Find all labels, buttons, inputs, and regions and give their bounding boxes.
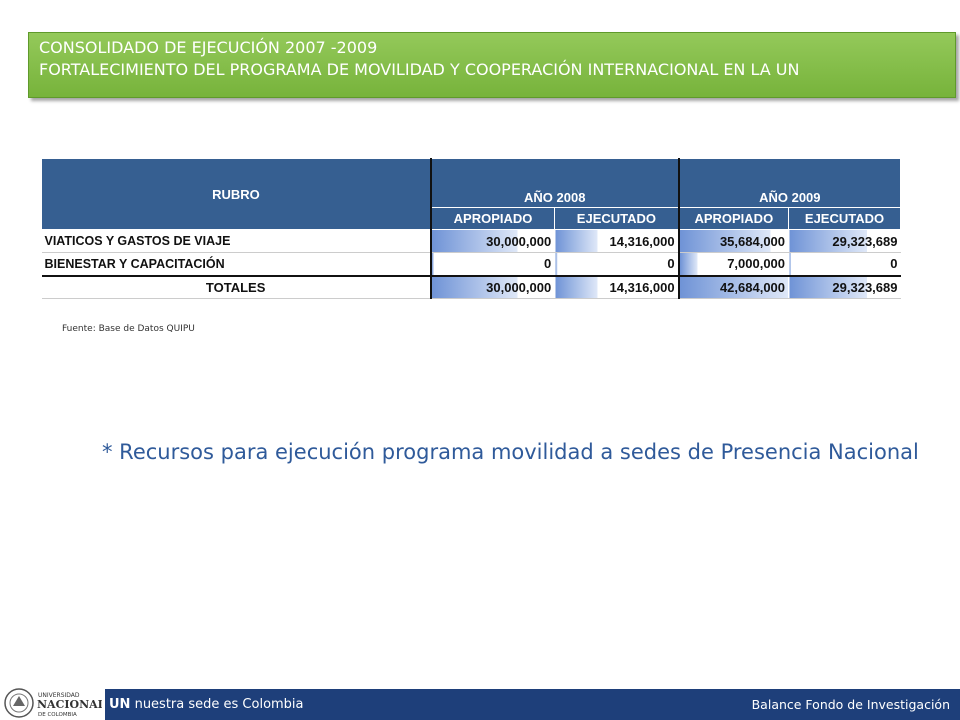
cell-apropiado-2008: 30,000,000: [431, 230, 555, 253]
cell-ejecutado-2008: 14,316,000: [555, 230, 679, 253]
year-2009-header: AÑO 2009: [679, 159, 901, 208]
svg-text:NACIONAL: NACIONAL: [37, 698, 102, 711]
execution-table: [41, 158, 901, 299]
table-row: [42, 253, 901, 276]
footnote: * Recursos para ejecución programa movilidad a sedes de Presencia Nacional: [102, 440, 919, 464]
totals-label: TOTALES: [42, 276, 431, 299]
cell-ejecutado-2009: 29,323,689: [789, 230, 901, 253]
title-box: [28, 32, 956, 98]
rubro-header: RUBRO: [42, 159, 431, 230]
cell-apropiado-2008: 0: [431, 253, 555, 276]
apropiado-2008-header: APROPIADO: [431, 208, 555, 230]
cell-apropiado-2009: 35,684,000: [679, 230, 789, 253]
footer-tagline: [109, 697, 304, 712]
svg-text:UNIVERSIDAD: UNIVERSIDAD: [38, 692, 80, 699]
footer-right-text: Balance Fondo de Investigación: [751, 697, 950, 712]
cell-total-apropiado-2008: 30,000,000: [431, 276, 555, 299]
apropiado-2009-header: APROPIADO: [679, 208, 789, 230]
source-note: Fuente: Base de Datos QUIPU: [62, 324, 195, 334]
svg-text:DE COLOMBIA: DE COLOMBIA: [38, 712, 77, 718]
cell-ejecutado-2008: 0: [555, 253, 679, 276]
footer-bar: [105, 689, 960, 720]
footer-tagline-text: nuestra sede es Colombia: [134, 697, 304, 712]
footer-brand: UN: [109, 697, 131, 712]
cell-apropiado-2009: 7,000,000: [679, 253, 789, 276]
row-label: BIENESTAR Y CAPACITACIÓN: [42, 253, 431, 276]
cell-total-apropiado-2009: 42,684,000: [679, 276, 789, 299]
table-row: [42, 230, 901, 253]
seal-icon: [5, 689, 33, 717]
cell-total-ejecutado-2009: 29,323,689: [789, 276, 901, 299]
year-2008-header: AÑO 2008: [431, 159, 679, 208]
university-logo: [2, 686, 102, 720]
row-label: VIATICOS Y GASTOS DE VIAJE: [42, 230, 431, 253]
title-line-1: CONSOLIDADO DE EJECUCIÓN 2007 -2009: [39, 38, 378, 57]
ejecutado-2009-header: EJECUTADO: [789, 208, 901, 230]
ejecutado-2008-header: EJECUTADO: [555, 208, 679, 230]
totals-row: [42, 276, 901, 299]
title-line-2: FORTALECIMIENTO DEL PROGRAMA DE MOVILIDAD Y COOPERACIÓN INTERNACIONAL EN LA UN: [39, 60, 800, 79]
cell-ejecutado-2009: 0: [789, 253, 901, 276]
cell-total-ejecutado-2008: 14,316,000: [555, 276, 679, 299]
